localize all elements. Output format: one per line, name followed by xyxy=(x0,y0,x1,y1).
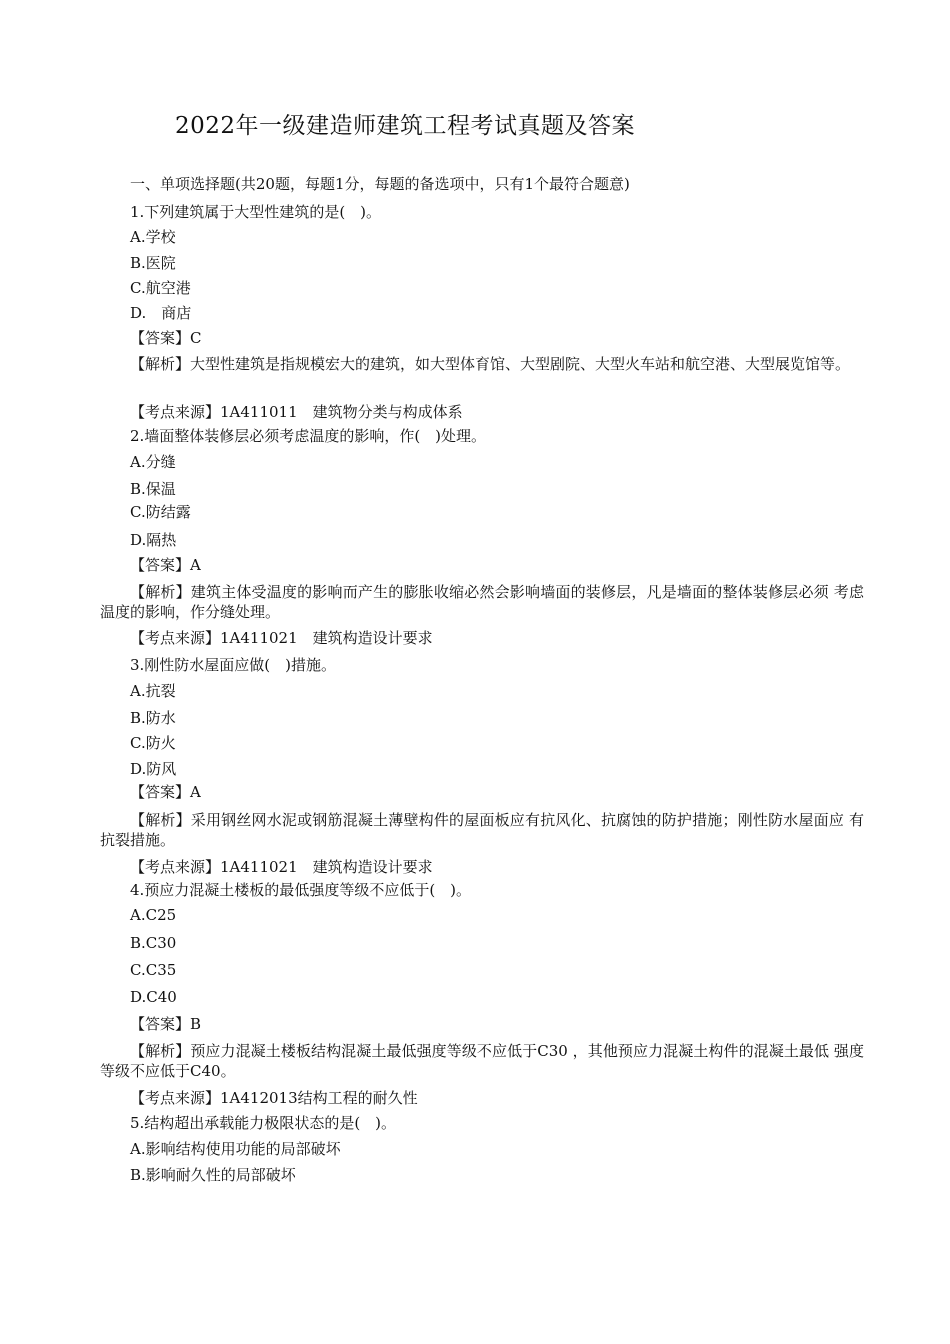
question-stem: 1.下列建筑属于大型性建筑的是( )。 xyxy=(130,203,382,221)
option-d: D.C40 xyxy=(130,988,177,1006)
analysis: 【解析】建筑主体受温度的影响而产生的膨胀收缩必然会影响墙面的装修层，凡是墙面的整体装修层必须 考虑温度的影响，作分缝处理。 xyxy=(100,583,864,621)
answer: 【答案】C xyxy=(130,329,202,347)
option-d: D.防风 xyxy=(130,760,177,778)
point-source: 【考点来源】1A411021 建筑构造设计要求 xyxy=(130,858,433,876)
answer: 【答案】B xyxy=(130,1015,202,1033)
option-c: C.C35 xyxy=(130,961,177,979)
analysis: 【解析】采用钢丝网水泥或钢筋混凝土薄壁构件的屋面板应有抗风化、抗腐蚀的防护措施；刚性防水屋面应 有抗裂措施。 xyxy=(100,811,864,849)
option-b: B.防水 xyxy=(130,709,176,727)
option-a: A.学校 xyxy=(130,228,176,246)
option-a: A.影响结构使用功能的局部破坏 xyxy=(130,1140,341,1158)
option-b: B.保温 xyxy=(130,480,176,498)
option-c: C.防结露 xyxy=(130,503,191,521)
option-b: B.医院 xyxy=(130,254,176,272)
analysis: 【解析】大型性建筑是指规模宏大的建筑，如大型体育馆、大型剧院、大型火车站和航空港、大型展览馆等。 xyxy=(130,355,851,373)
analysis: 【解析】预应力混凝土楼板结构混凝土最低强度等级不应低于C30 ，其他预应力混凝土构件的混凝土最低 强度等级不应低于C40。 xyxy=(100,1042,864,1080)
answer: 【答案】A xyxy=(130,783,201,801)
option-a: A.C25 xyxy=(130,906,177,924)
option-c: C.防火 xyxy=(130,734,176,752)
option-d: D. 商店 xyxy=(130,304,192,322)
question-stem: 4.预应力混凝土楼板的最低强度等级不应低于( )。 xyxy=(130,881,472,899)
document-title: 2022年一级建造师建筑工程考试真题及答案 xyxy=(175,113,636,139)
option-b: B.影响耐久性的局部破坏 xyxy=(130,1166,296,1184)
point-source: 【考点来源】1A411021 建筑构造设计要求 xyxy=(130,629,433,647)
option-c: C.航空港 xyxy=(130,279,191,297)
point-source: 【考点来源】1A411011 建筑物分类与构成体系 xyxy=(130,403,463,421)
option-b: B.C30 xyxy=(130,934,177,952)
option-a: A.分缝 xyxy=(130,453,176,471)
option-d: D.隔热 xyxy=(130,531,177,549)
question-stem: 2.墙面整体装修层必须考虑温度的影响，作( )处理。 xyxy=(130,427,487,445)
point-source: 【考点来源】1A412013结构工程的耐久性 xyxy=(130,1089,418,1107)
question-stem: 5.结构超出承载能力极限状态的是( )。 xyxy=(130,1114,397,1132)
question-stem: 3.刚性防水屋面应做( )措施。 xyxy=(130,656,337,674)
section-heading: 一、单项选择题(共20题，每题1分，每题的备选项中，只有1个最符合题意) xyxy=(130,175,630,193)
option-a: A.抗裂 xyxy=(130,682,176,700)
answer: 【答案】A xyxy=(130,556,201,574)
